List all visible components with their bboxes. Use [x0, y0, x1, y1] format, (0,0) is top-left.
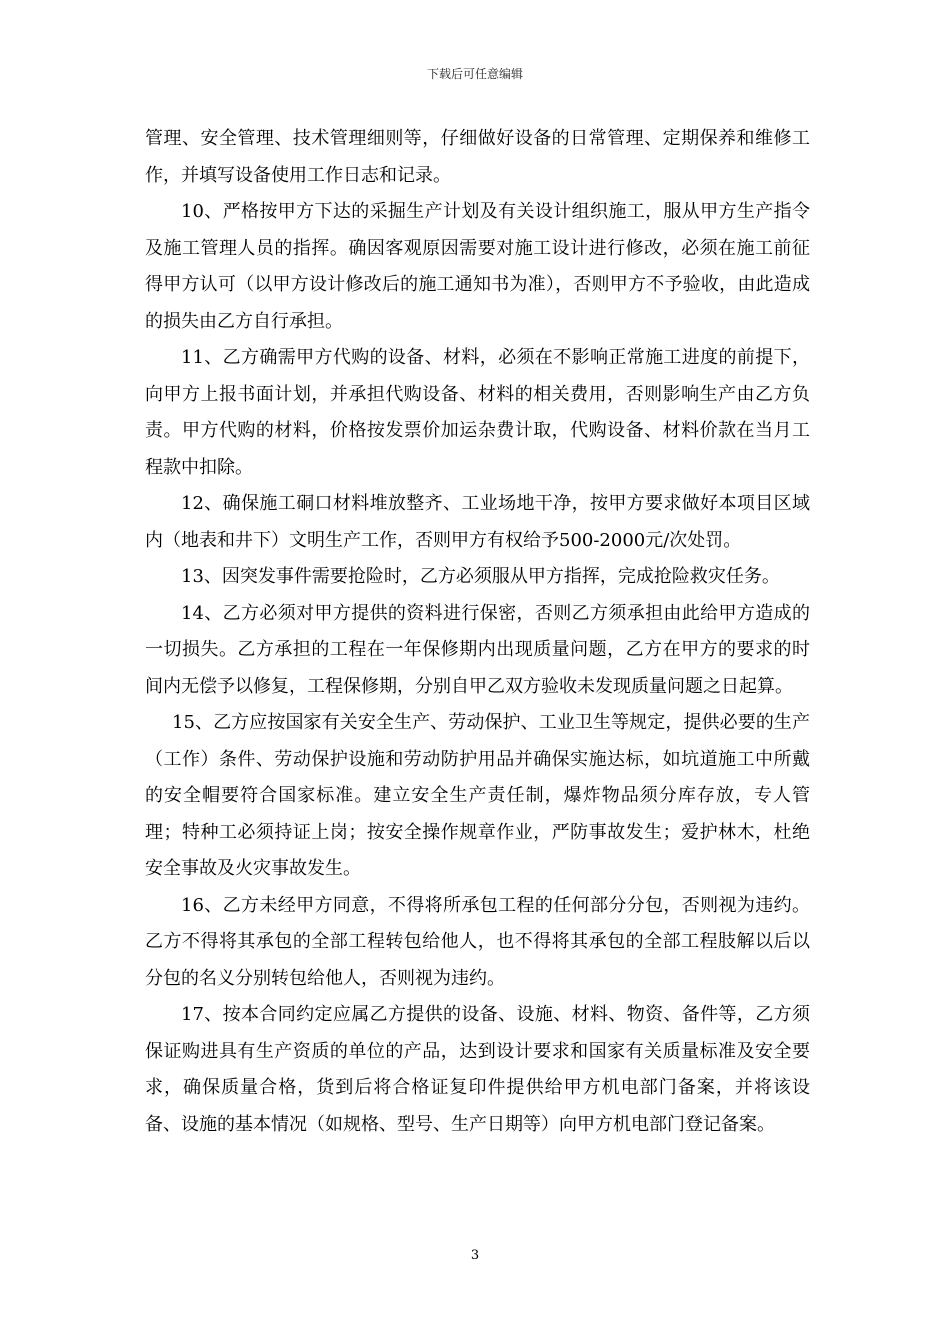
- paragraph-clause-16: 16、乙方未经甲方同意，不得将所承包工程的任何部分分包，否则视为违约。乙方不得将其承包的全部工程转包给他人，也不得将其承包的全部工程肢解以后以分包的名义分别转包给他人，否则视为违约。: [145, 894, 810, 989]
- paragraph-clause-17: 17、按本合同约定应属乙方提供的设备、设施、材料、物资、备件等，乙方须保证购进具有生产资质的单位的产品，达到设计要求和国家有关质量标准及安全要求，确保质量合格，货到后将合格证复印件提供给甲方机电部门备案，并将该设备、设施的基本情况（如规格、型号、生产日期等）向甲方机电部门登记备案。: [145, 1004, 810, 1135]
- page-number: 3: [470, 1248, 480, 1263]
- document-body: [145, 121, 810, 1143]
- paragraph-clause-11: 11、乙方确需甲方代购的设备、材料，必须在不影响正常施工进度的前提下，向甲方上报书面计划，并承担代购设备、材料的相关费用，否则影响生产由乙方负责。甲方代购的材料，价格按发票价加运杂费计取，代购设备、材料价款在当月工程款中扣除。: [145, 347, 810, 478]
- paragraph-continuation: 管理、安全管理、技术管理细则等，仔细做好设备的日常管理、定期保养和维修工作，并填写设备使用工作日志和记录。: [145, 128, 810, 186]
- page-header: 下载后可任意编辑: [426, 67, 523, 81]
- paragraph-clause-14: 14、乙方必须对甲方提供的资料进行保密，否则乙方须承担由此给甲方造成的一切损失。乙方承担的工程在一年保修期内出现质量问题，乙方在甲方的要求的时间内无偿予以修复，工程保修期，分别自甲乙双方验收未发现质量问题之日起算。: [145, 602, 810, 697]
- paragraph-clause-15: 15、乙方应按国家有关安全生产、劳动保护、工业卫生等规定，提供必要的生产（工作）条件、劳动保护设施和劳动防护用品并确保实施达标，如坑道施工中所戴的安全帽要符合国家标准。建立安全生产责任制，爆炸物品须分库存放，专人管理；特种工必须持证上岗；按安全操作规章作业，严防事故发生；爱护林木，杜绝安全事故及火灾事故发生。: [145, 712, 810, 879]
- paragraph-clause-12: 12、确保施工硐口材料堆放整齐、工业场地干净，按甲方要求做好本项目区域内（地表和井下）文明生产工作，否则甲方有权给予500-2000元/次处罚。: [145, 493, 810, 551]
- paragraph-clause-10: 10、严格按甲方下达的采掘生产计划及有关设计组织施工，服从甲方生产指令及施工管理人员的指挥。确因客观原因需要对施工设计进行修改，必须在施工前征得甲方认可（以甲方设计修改后的施工通知书为准），否则甲方不予验收，由此造成的损失由乙方自行承担。: [145, 201, 810, 332]
- paragraph-clause-13: 13、因突发事件需要抢险时，乙方必须服从甲方指挥，完成抢险救灾任务。: [181, 566, 780, 587]
